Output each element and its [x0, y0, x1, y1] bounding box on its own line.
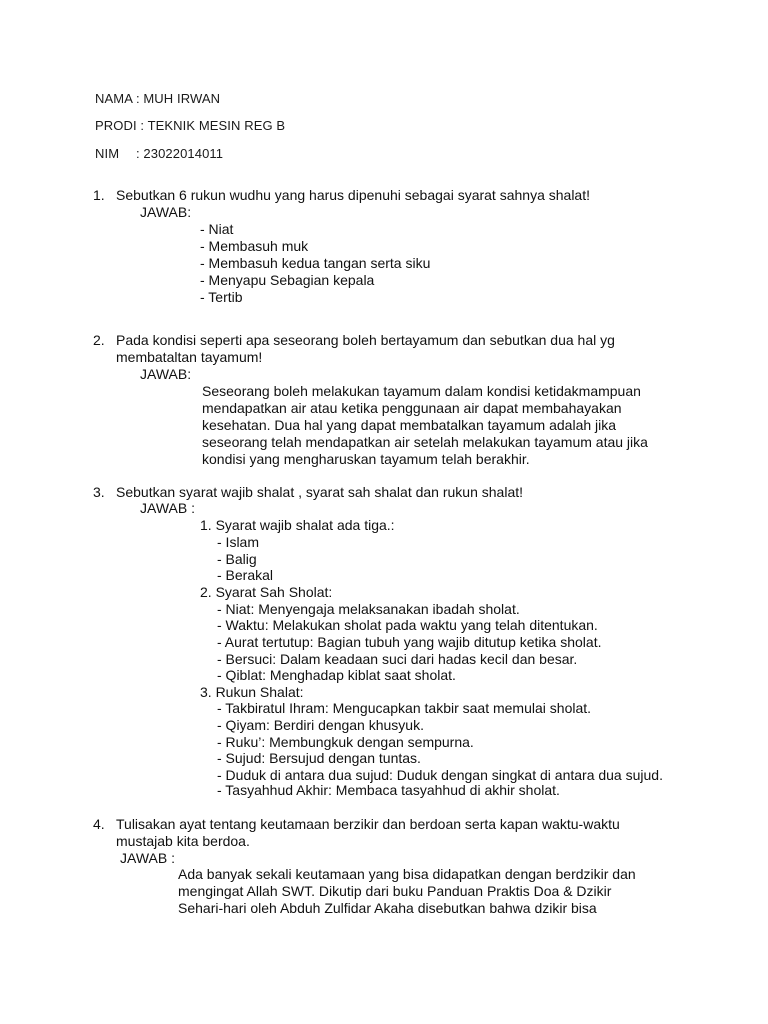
- answer-line: - Menyapu Sebagian kepala: [200, 272, 375, 288]
- answer-label: JAWAB:: [140, 366, 192, 382]
- answer-line: kondisi yang mengharuskan tayamum telah berakhir.: [202, 451, 530, 467]
- answer-line: - Niat: [200, 221, 234, 237]
- question-text: membataltan tayamum!: [116, 349, 263, 365]
- answer-label: JAWAB:: [140, 204, 192, 220]
- section-item: - Aurat tertutup: Bagian tubuh yang wajib ditutup ketika sholat.: [217, 634, 602, 650]
- section-item: - Sujud: Bersujud dengan tuntas.: [217, 750, 421, 766]
- section-item: - Berakal: [217, 567, 274, 583]
- section-title: 2. Syarat Sah Sholat:: [200, 584, 333, 600]
- section-item: - Qiblat: Menghadap kiblat saat sholat.: [217, 667, 456, 683]
- question-number: 3.: [93, 484, 105, 500]
- answer-line: Ada banyak sekali keutamaan yang bisa didapatkan dengan berdzikir dan: [178, 866, 636, 882]
- answer-line: seseorang telah mendapatkan air setelah melakukan tayamum atau jika: [202, 434, 648, 450]
- question-text: Sebutkan 6 rukun wudhu yang harus dipenuhi sebagai syarat sahnya shalat!: [116, 187, 590, 203]
- student-prodi-line: PRODI : TEKNIK MESIN REG B: [95, 118, 286, 133]
- question-number: 2.: [93, 332, 105, 348]
- section-item: - Waktu: Melakukan sholat pada waktu yang telah ditentukan.: [217, 617, 598, 633]
- section-item: - Tasyahhud Akhir: Membaca tasyahhud di akhir sholat.: [217, 782, 560, 798]
- question-text: mustajab kita berdoa.: [116, 833, 250, 849]
- student-name-line: NAMA : MUH IRWAN: [95, 91, 221, 106]
- section-item: - Duduk di antara dua sujud: Duduk dengan singkat di antara dua sujud.: [217, 767, 663, 783]
- student-nim-value: : 23022014011: [136, 146, 224, 161]
- section-item: - Islam: [217, 534, 259, 550]
- answer-line: mendapatkan air atau ketika penggunaan air dapat membahayakan: [202, 400, 622, 416]
- answer-line: Sehari-hari oleh Abduh Zulfidar Akaha disebutkan bahwa dzikir bisa: [178, 900, 597, 916]
- answer-line: Seseorang boleh melakukan tayamum dalam kondisi ketidakmampuan: [202, 383, 641, 399]
- section-item: - Takbiratul Ihram: Mengucapkan takbir saat memulai sholat.: [217, 700, 592, 716]
- section-title: 1. Syarat wajib shalat ada tiga.:: [200, 517, 395, 533]
- section-item: - Balig: [217, 551, 257, 567]
- answer-line: kesehatan. Dua hal yang dapat membatalkan tayamum adalah jika: [202, 417, 617, 433]
- question-number: 1.: [93, 187, 105, 203]
- answer-line: mengingat Allah SWT. Dikutip dari buku Panduan Praktis Doa & Dzikir: [178, 883, 612, 899]
- section-item: - Ruku’: Membungkuk dengan sempurna.: [217, 734, 474, 750]
- question-number: 4.: [93, 816, 105, 832]
- question-text: Tulisakan ayat tentang keutamaan berzikir dan berdoan serta kapan waktu-waktu: [116, 816, 620, 832]
- question-text: Pada kondisi seperti apa seseorang boleh bertayamum dan sebutkan dua hal yg: [116, 332, 615, 348]
- section-title: 3. Rukun Shalat:: [200, 684, 304, 700]
- answer-line: - Tertib: [200, 289, 243, 305]
- section-item: - Bersuci: Dalam keadaan suci dari hadas kecil dan besar.: [217, 651, 578, 667]
- answer-label: JAWAB :: [140, 500, 195, 516]
- answer-label: JAWAB :: [120, 850, 175, 866]
- section-item: - Niat: Menyengaja melaksanakan ibadah sholat.: [217, 601, 520, 617]
- answer-line: - Membasuh muk: [200, 238, 309, 254]
- answer-line: - Membasuh kedua tangan serta siku: [200, 255, 431, 271]
- section-item: - Qiyam: Berdiri dengan khusyuk.: [217, 717, 424, 733]
- question-text: Sebutkan syarat wajib shalat , syarat sah shalat dan rukun shalat!: [116, 484, 524, 500]
- student-nim-label: NIM: [95, 146, 120, 161]
